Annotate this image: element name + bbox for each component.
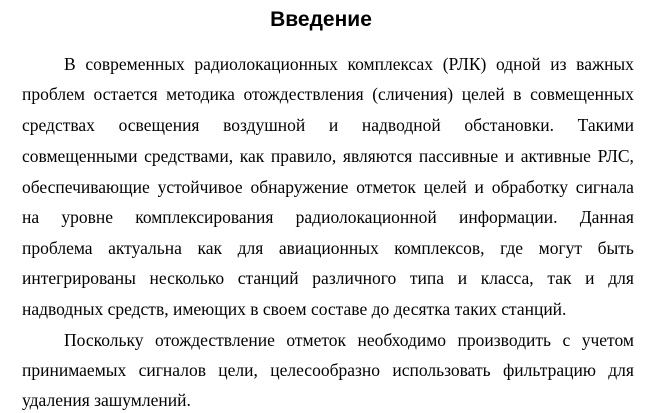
text-line: принимаемых сигналов цели, целесообразно использовать фильтрацию для (22, 360, 634, 380)
page-title: Введение (270, 8, 372, 31)
text-line: обеспечивающие устойчивое обнаружение отметок целей и обработку сигнала (22, 177, 634, 197)
text-line: Поскольку отождествление отметок необходимо производить с учетом (64, 330, 634, 350)
text-line: проблем остается методика отождествления (сличения) целей в совмещенных (22, 84, 634, 104)
text-line: средствах освещения воздушной и надводной обстановки. Такими (22, 115, 634, 135)
text-line: удаления зашумлений. (22, 390, 191, 410)
text-line: совмещенными средствами, как правило, являются пассивные и активные РЛС, (22, 146, 634, 166)
text-line: надводных средств, имеющих в своем составе до десятка таких станций. (22, 299, 567, 319)
text-line: интегрированы несколько станций различного типа и класса, так и для (22, 268, 634, 288)
text-line: проблема актуальна как для авиационных комплексов, где могут быть (22, 238, 634, 258)
text-line: на уровне комплексирования радиолокационной информации. Данная (22, 207, 634, 227)
text-line: В современных радиолокационных комплексах (РЛК) одной из важных (64, 54, 634, 74)
